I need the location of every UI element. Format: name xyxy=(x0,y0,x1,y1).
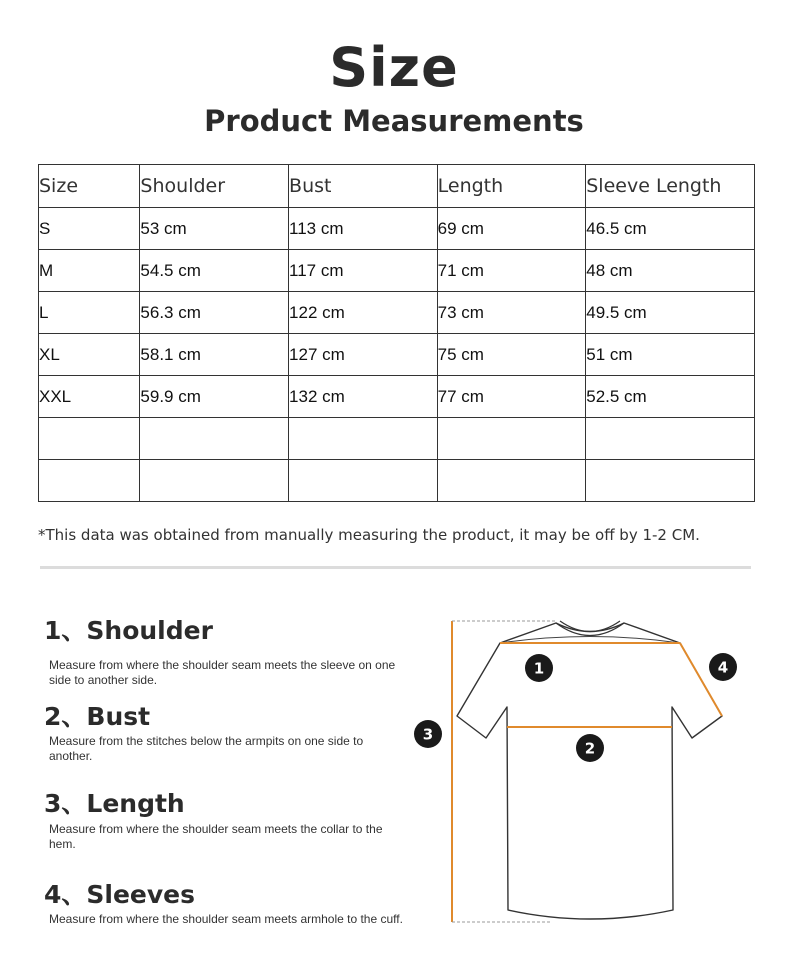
empty-cell xyxy=(39,460,140,502)
guide-heading-sleeves: 4、Sleeves xyxy=(44,880,196,909)
marker-2-label: 2 xyxy=(584,739,596,758)
table-row-empty xyxy=(39,418,755,460)
guide-description-sleeves: Measure from where the shoulder seam meets armhole to the cuff. xyxy=(49,912,403,926)
guide-heading-shoulder: 1、Shoulder xyxy=(44,616,213,645)
table-row xyxy=(39,334,755,376)
table-row xyxy=(39,208,755,250)
table-row xyxy=(39,292,755,334)
marker-4 xyxy=(709,653,737,681)
measurement-disclaimer: *This data was obtained from manually measuring the product, it may be off by 1-2 CM. xyxy=(38,526,700,544)
shoulder-cell: 54.5 cm xyxy=(140,250,289,292)
section-divider xyxy=(40,566,751,569)
sleeve-length-cell: 52.5 cm xyxy=(586,376,755,418)
page-title: Size xyxy=(329,36,459,99)
shoulder-cell: 59.9 cm xyxy=(140,376,289,418)
size-cell: XL xyxy=(39,334,140,376)
guide-description-shoulder: Measure from where the shoulder seam meets the sleeve on one side to another side. xyxy=(49,658,396,687)
size-chart-table xyxy=(38,164,755,502)
marker-4-label: 4 xyxy=(717,658,729,677)
column-header-size: Size xyxy=(39,165,140,208)
empty-cell xyxy=(437,418,586,460)
marker-2 xyxy=(576,734,604,762)
size-cell: XXL xyxy=(39,376,140,418)
size-cell: L xyxy=(39,292,140,334)
column-header-length: Length xyxy=(437,165,586,208)
length-cell: 73 cm xyxy=(437,292,586,334)
t-shirt-outline-icon xyxy=(400,600,788,940)
sleeve-length-cell: 48 cm xyxy=(586,250,755,292)
column-header-shoulder: Shoulder xyxy=(140,165,289,208)
measurement-diagram xyxy=(400,600,788,940)
size-cell: M xyxy=(39,250,140,292)
column-header-bust: Bust xyxy=(289,165,438,208)
shoulder-cell: 58.1 cm xyxy=(140,334,289,376)
column-header-sleeve-length: Sleeve Length xyxy=(586,165,755,208)
shoulder-cell: 53 cm xyxy=(140,208,289,250)
bust-cell: 113 cm xyxy=(289,208,438,250)
length-cell: 69 cm xyxy=(437,208,586,250)
table-row xyxy=(39,250,755,292)
size-cell: S xyxy=(39,208,140,250)
sleeve-length-cell: 46.5 cm xyxy=(586,208,755,250)
empty-cell xyxy=(437,460,586,502)
guide-heading-length: 3、Length xyxy=(44,789,185,818)
empty-cell xyxy=(140,460,289,502)
guide-description-bust: Measure from the stitches below the armpits on one side to another. xyxy=(49,734,364,763)
guide-heading-bust: 2、Bust xyxy=(44,702,151,731)
bust-cell: 122 cm xyxy=(289,292,438,334)
empty-cell xyxy=(586,460,755,502)
empty-cell xyxy=(39,418,140,460)
bust-cell: 117 cm xyxy=(289,250,438,292)
marker-1-label: 1 xyxy=(533,659,545,678)
length-cell: 75 cm xyxy=(437,334,586,376)
marker-3-label: 3 xyxy=(422,725,434,744)
empty-cell xyxy=(586,418,755,460)
length-cell: 71 cm xyxy=(437,250,586,292)
shoulder-cell: 56.3 cm xyxy=(140,292,289,334)
empty-cell xyxy=(289,460,438,502)
table-row xyxy=(39,376,755,418)
guide-description-length: Measure from where the shoulder seam meets the collar to the hem. xyxy=(49,822,383,851)
measure-lines xyxy=(452,621,722,922)
table-header-row xyxy=(39,165,755,208)
sleeve-length-cell: 51 cm xyxy=(586,334,755,376)
table-row-empty xyxy=(39,460,755,502)
marker-1 xyxy=(525,654,553,682)
empty-cell xyxy=(140,418,289,460)
length-cell: 77 cm xyxy=(437,376,586,418)
sleeve-length-cell: 49.5 cm xyxy=(586,292,755,334)
bust-cell: 127 cm xyxy=(289,334,438,376)
empty-cell xyxy=(289,418,438,460)
bust-cell: 132 cm xyxy=(289,376,438,418)
marker-3 xyxy=(414,720,442,748)
page-subtitle: Product Measurements xyxy=(204,104,584,138)
